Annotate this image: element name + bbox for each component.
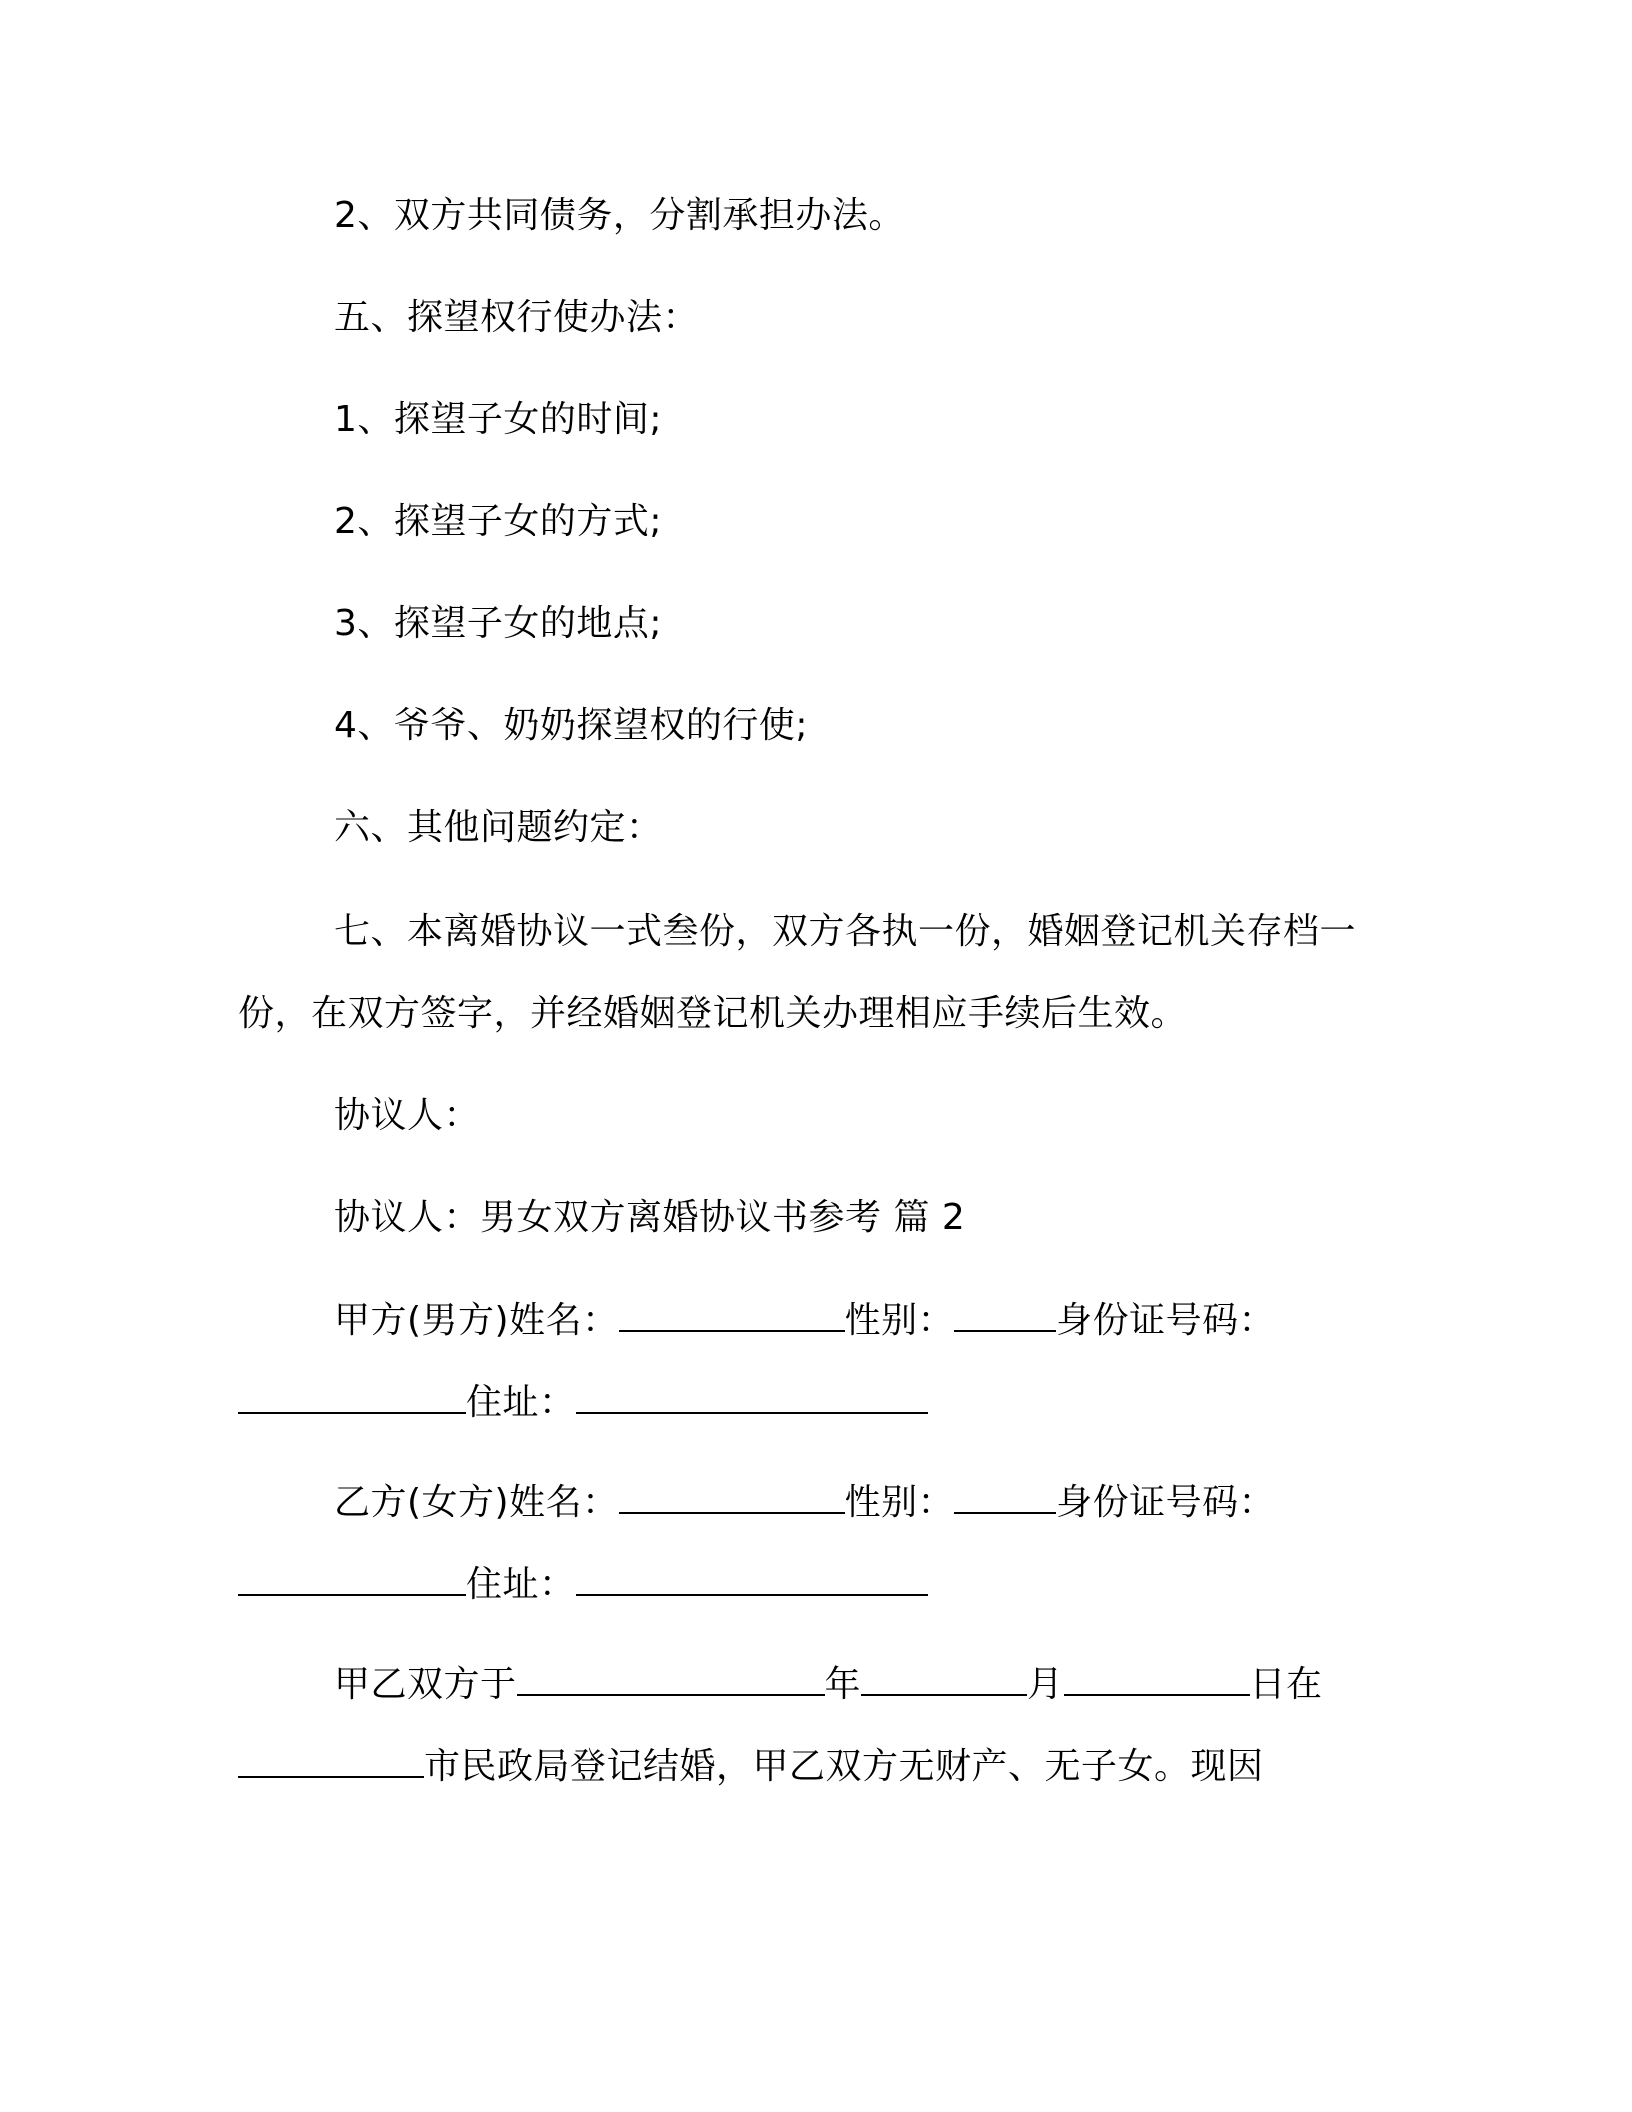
heading-visitation: 五、探望权行使办法： xyxy=(334,297,700,338)
marriage-prefix: 甲乙双方于 xyxy=(334,1664,517,1705)
paragraph-visit-place: 3、探望子女的地点; xyxy=(334,603,663,644)
party-b-id-field[interactable] xyxy=(238,1564,466,1596)
party-a-id-label: 身份证号码： xyxy=(1056,1300,1276,1341)
paragraph-visit-time: 1、探望子女的时间; xyxy=(334,399,663,440)
party-b-name-label: 乙方(女方)姓名： xyxy=(334,1482,619,1523)
marriage-day-field[interactable] xyxy=(1064,1664,1250,1696)
party-b-address-field[interactable] xyxy=(576,1564,928,1596)
marriage-year-field[interactable] xyxy=(517,1664,825,1696)
party-b-gender-label: 性别： xyxy=(844,1482,955,1523)
marriage-month-field[interactable] xyxy=(861,1664,1027,1696)
marriage-year-label: 年 xyxy=(824,1664,862,1705)
party-a-row2 xyxy=(238,1382,928,1423)
party-a-gender-label: 性别： xyxy=(844,1300,955,1341)
paragraph-copies-line2: 份，在双方签字，并经婚姻登记机关办理相应手续后生效。 xyxy=(238,993,1188,1034)
marriage-city-field[interactable] xyxy=(238,1746,424,1778)
marriage-month-label: 月 xyxy=(1027,1664,1064,1705)
signatory-label: 协议人： xyxy=(334,1095,481,1136)
paragraph-grandparents: 4、爷爷、奶奶探望权的行使; xyxy=(334,705,809,746)
party-a-id-field[interactable] xyxy=(238,1382,466,1414)
party-a-row1 xyxy=(334,1300,1275,1341)
party-b-id-label: 身份证号码： xyxy=(1056,1482,1276,1523)
paragraph-visit-method: 2、探望子女的方式; xyxy=(334,501,663,542)
party-a-address-label: 住址： xyxy=(466,1382,576,1423)
party-b-address-label: 住址： xyxy=(466,1564,576,1605)
party-b-gender-field[interactable] xyxy=(954,1482,1056,1514)
marriage-suffix: 市民政局登记结婚，甲乙双方无财产、无子女。现因 xyxy=(424,1746,1264,1787)
party-b-name-field[interactable] xyxy=(619,1482,845,1514)
paragraph-debt: 2、双方共同债务，分割承担办法。 xyxy=(334,195,905,236)
party-b-row1 xyxy=(334,1482,1275,1523)
paragraph-copies-line1: 七、本离婚协议一式叁份，双方各执一份，婚姻登记机关存档一 xyxy=(334,911,1357,952)
party-a-name-field[interactable] xyxy=(619,1300,845,1332)
party-b-row2 xyxy=(238,1564,928,1605)
marriage-day-label: 日在 xyxy=(1249,1664,1323,1705)
party-a-gender-field[interactable] xyxy=(954,1300,1056,1332)
party-a-address-field[interactable] xyxy=(576,1382,928,1414)
section-title: 协议人：男女双方离婚协议书参考 篇 2 xyxy=(334,1197,966,1238)
heading-other: 六、其他问题约定： xyxy=(334,807,663,848)
party-a-name-label: 甲方(男方)姓名： xyxy=(334,1300,619,1341)
marriage-row2 xyxy=(238,1746,1264,1787)
marriage-row1 xyxy=(334,1664,1323,1705)
